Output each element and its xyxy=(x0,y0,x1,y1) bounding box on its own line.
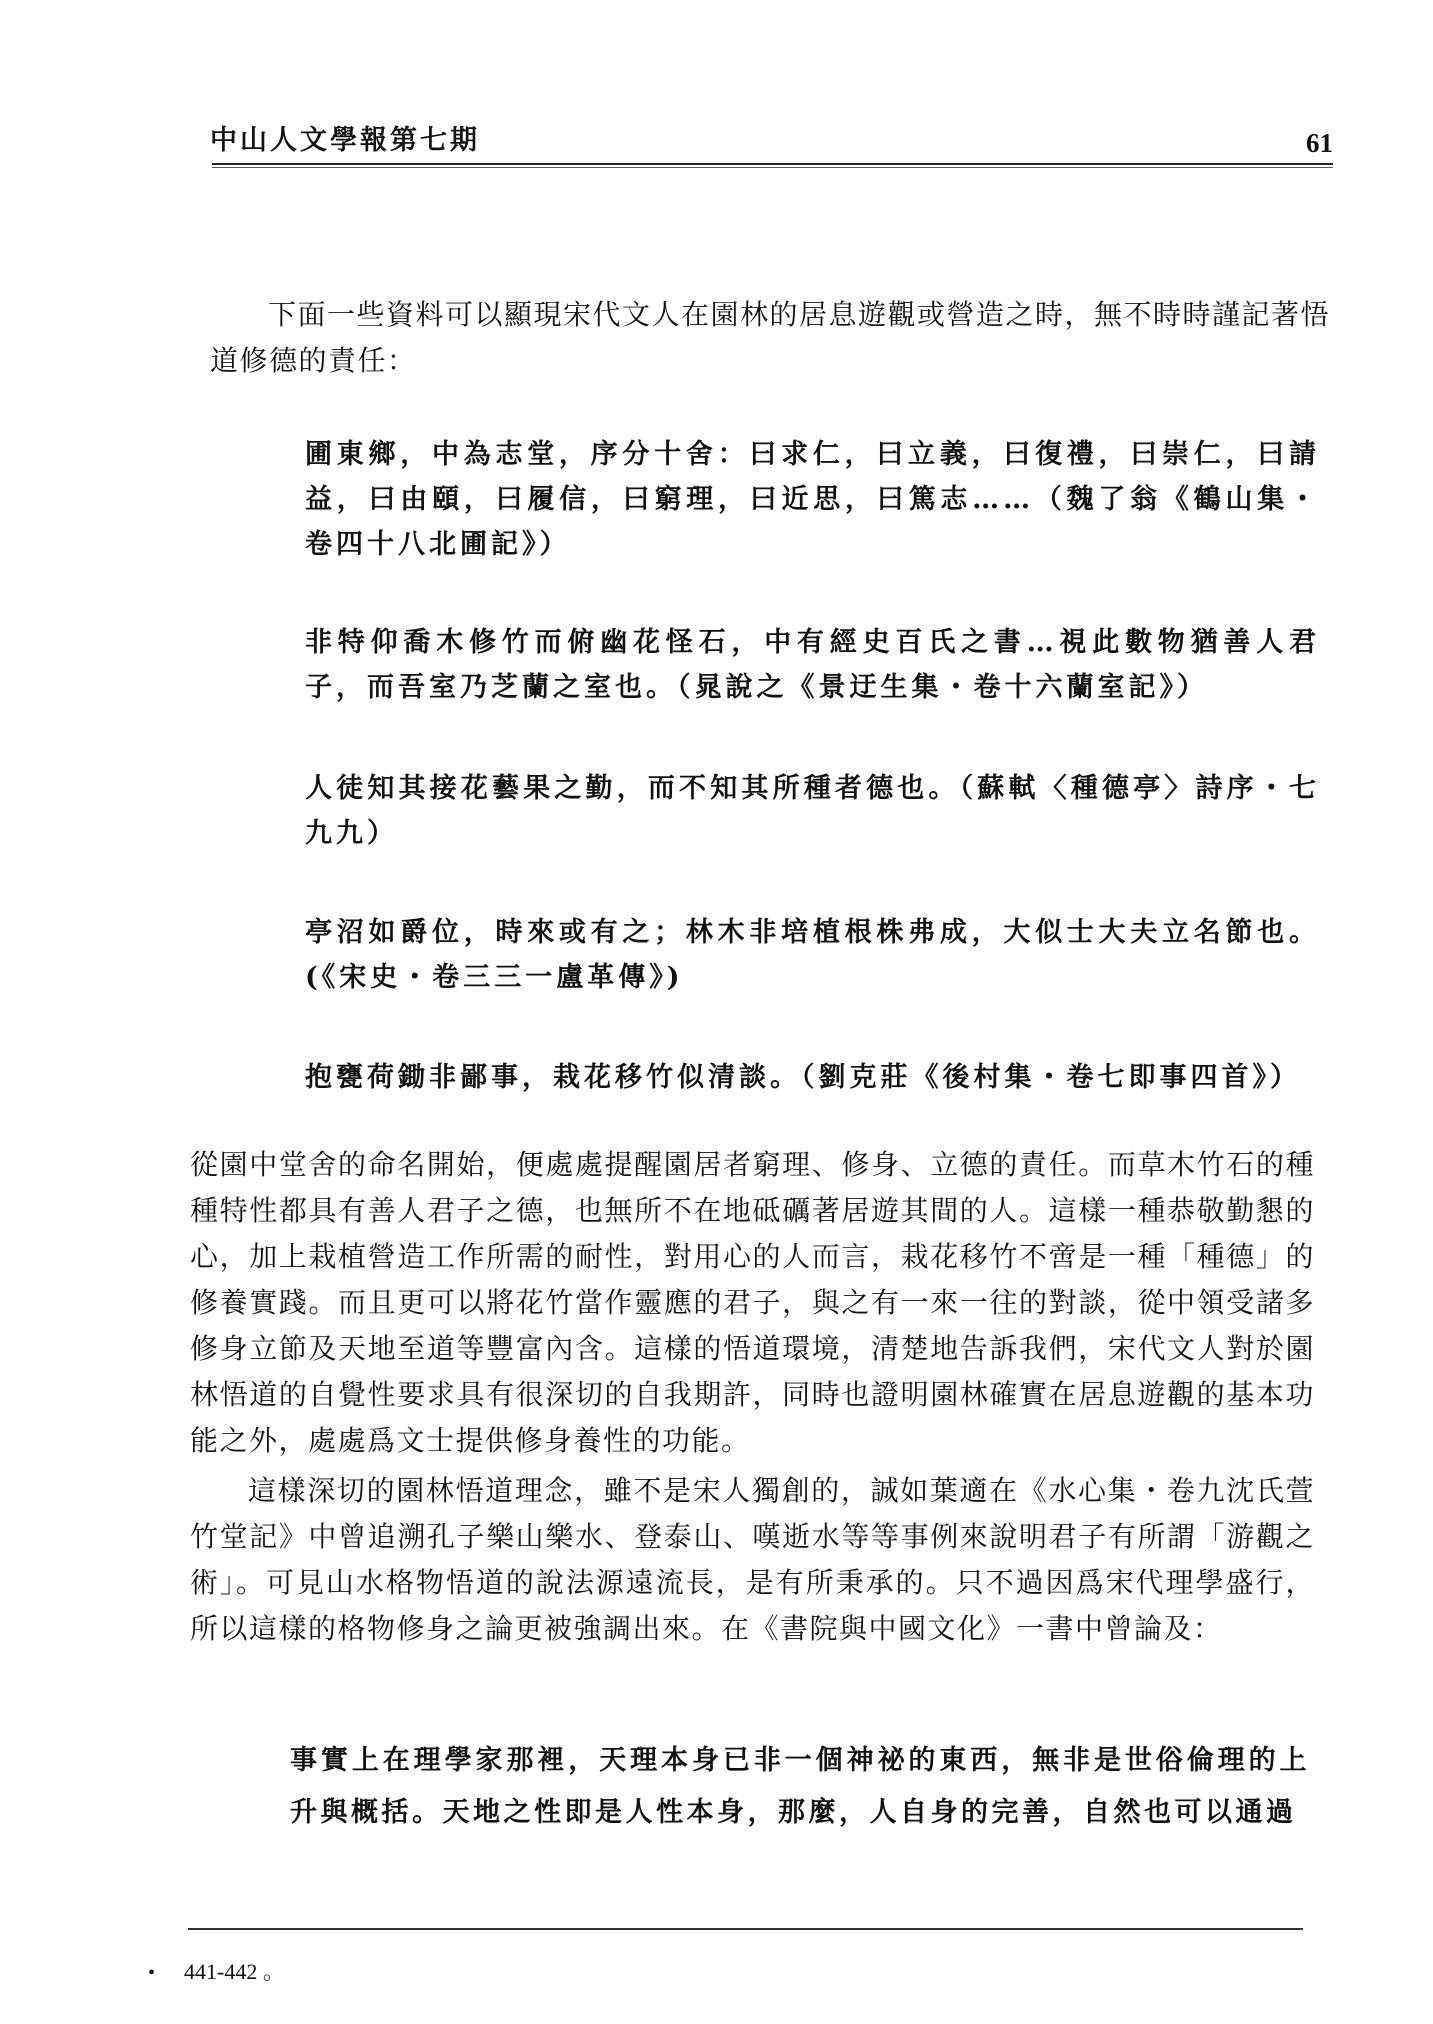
quote-block: 抱甕荷鋤非鄙事，栽花移竹似清談。（劉克莊《後村集・卷七即事四首》） xyxy=(305,1062,1301,1093)
quote-block: 亭沼如爵位，時來或有之；林木非培植根株弗成，大似士大夫立名節也。(《宋史・卷三三一盧革傳》) xyxy=(305,917,1320,993)
quote-block: 圃東鄉，中為志堂，序分十舍：曰求仁，曰立義，曰復禮，曰崇仁，曰請益，曰由頤，曰履信，曰窮理，曰近思，曰篤志……（魏了翁《鶴山集・卷四十八北圃記》） xyxy=(305,439,1320,560)
header-rule-thin xyxy=(212,167,1333,168)
intro-paragraph: 下面一些資料可以顯現宋代文人在園林的居息遊觀或營造之時，無不時時謹記著悟道修德的責任： xyxy=(210,298,1331,377)
header-rule xyxy=(212,163,1333,165)
footnote-rule xyxy=(188,1928,1303,1930)
running-head: 中山人文學報第七期 xyxy=(210,125,480,156)
body-paragraph: 從園中堂舍的命名開始，便處處提醒園居者窮理、修身、立德的責任。而草木竹石的種種特性都具有善人君子之德，也無所不在地砥礪著居遊其間的人。這樣一種恭敬勤懇的心，加上栽植營造工作所需的耐性，對用心的人而言，栽花移竹不啻是一種「種德」的修養實踐。而且更可以將花竹當作靈應的君子，與之有一來一往的對談，從中領受諸多修身立節及天地至道等豐富內含。這樣的悟道環境，清楚地告訴我們，宋代文人對於園林悟道的自覺性要求具有很深切的自我期許，同時也證明園林確實在居息遊觀的基本功能之外，處處爲文士提供修身養性的功能。 xyxy=(190,1148,1315,1457)
body-paragraph: 這樣深切的園林悟道理念，雖不是宋人獨創的，誠如葉適在《水心集・卷九沈氏萱竹堂記》中曾追溯孔子樂山樂水、登泰山、嘆逝水等等事例來說明君子有所謂「游觀之術」。可見山水格物悟道的說法源遠流長，是有所秉承的。只不過因爲宋代理學盛行，所以這樣的格物修身之論更被強調出來。在《書院與中國文化》一書中曾論及： xyxy=(190,1474,1315,1645)
footnote-text: 441-442 。 xyxy=(184,1959,285,1984)
footnote-bullet: • xyxy=(148,1962,156,1984)
quote-block: 非特仰喬木修竹而俯幽花怪石，中有經史百氏之書…視此數物猶善人君子，而吾室乃芝蘭之室也。（晁說之《景迂生集・卷十六蘭室記》） xyxy=(305,627,1320,703)
footnote xyxy=(148,1955,285,1986)
quote-block: 人徒知其接花藝果之勤，而不知其所種者德也。（蘇軾〈種德亭〉詩序・七九九） xyxy=(305,773,1320,849)
page-number: 61 xyxy=(1306,128,1333,158)
quote-block: 事實上在理學家那裡，天理本身已非一個神祕的東西，無非是世俗倫理的上升與概括。天地之性即是人性本身，那麼，人自身的完善，自然也可以通過 xyxy=(290,1745,1310,1828)
